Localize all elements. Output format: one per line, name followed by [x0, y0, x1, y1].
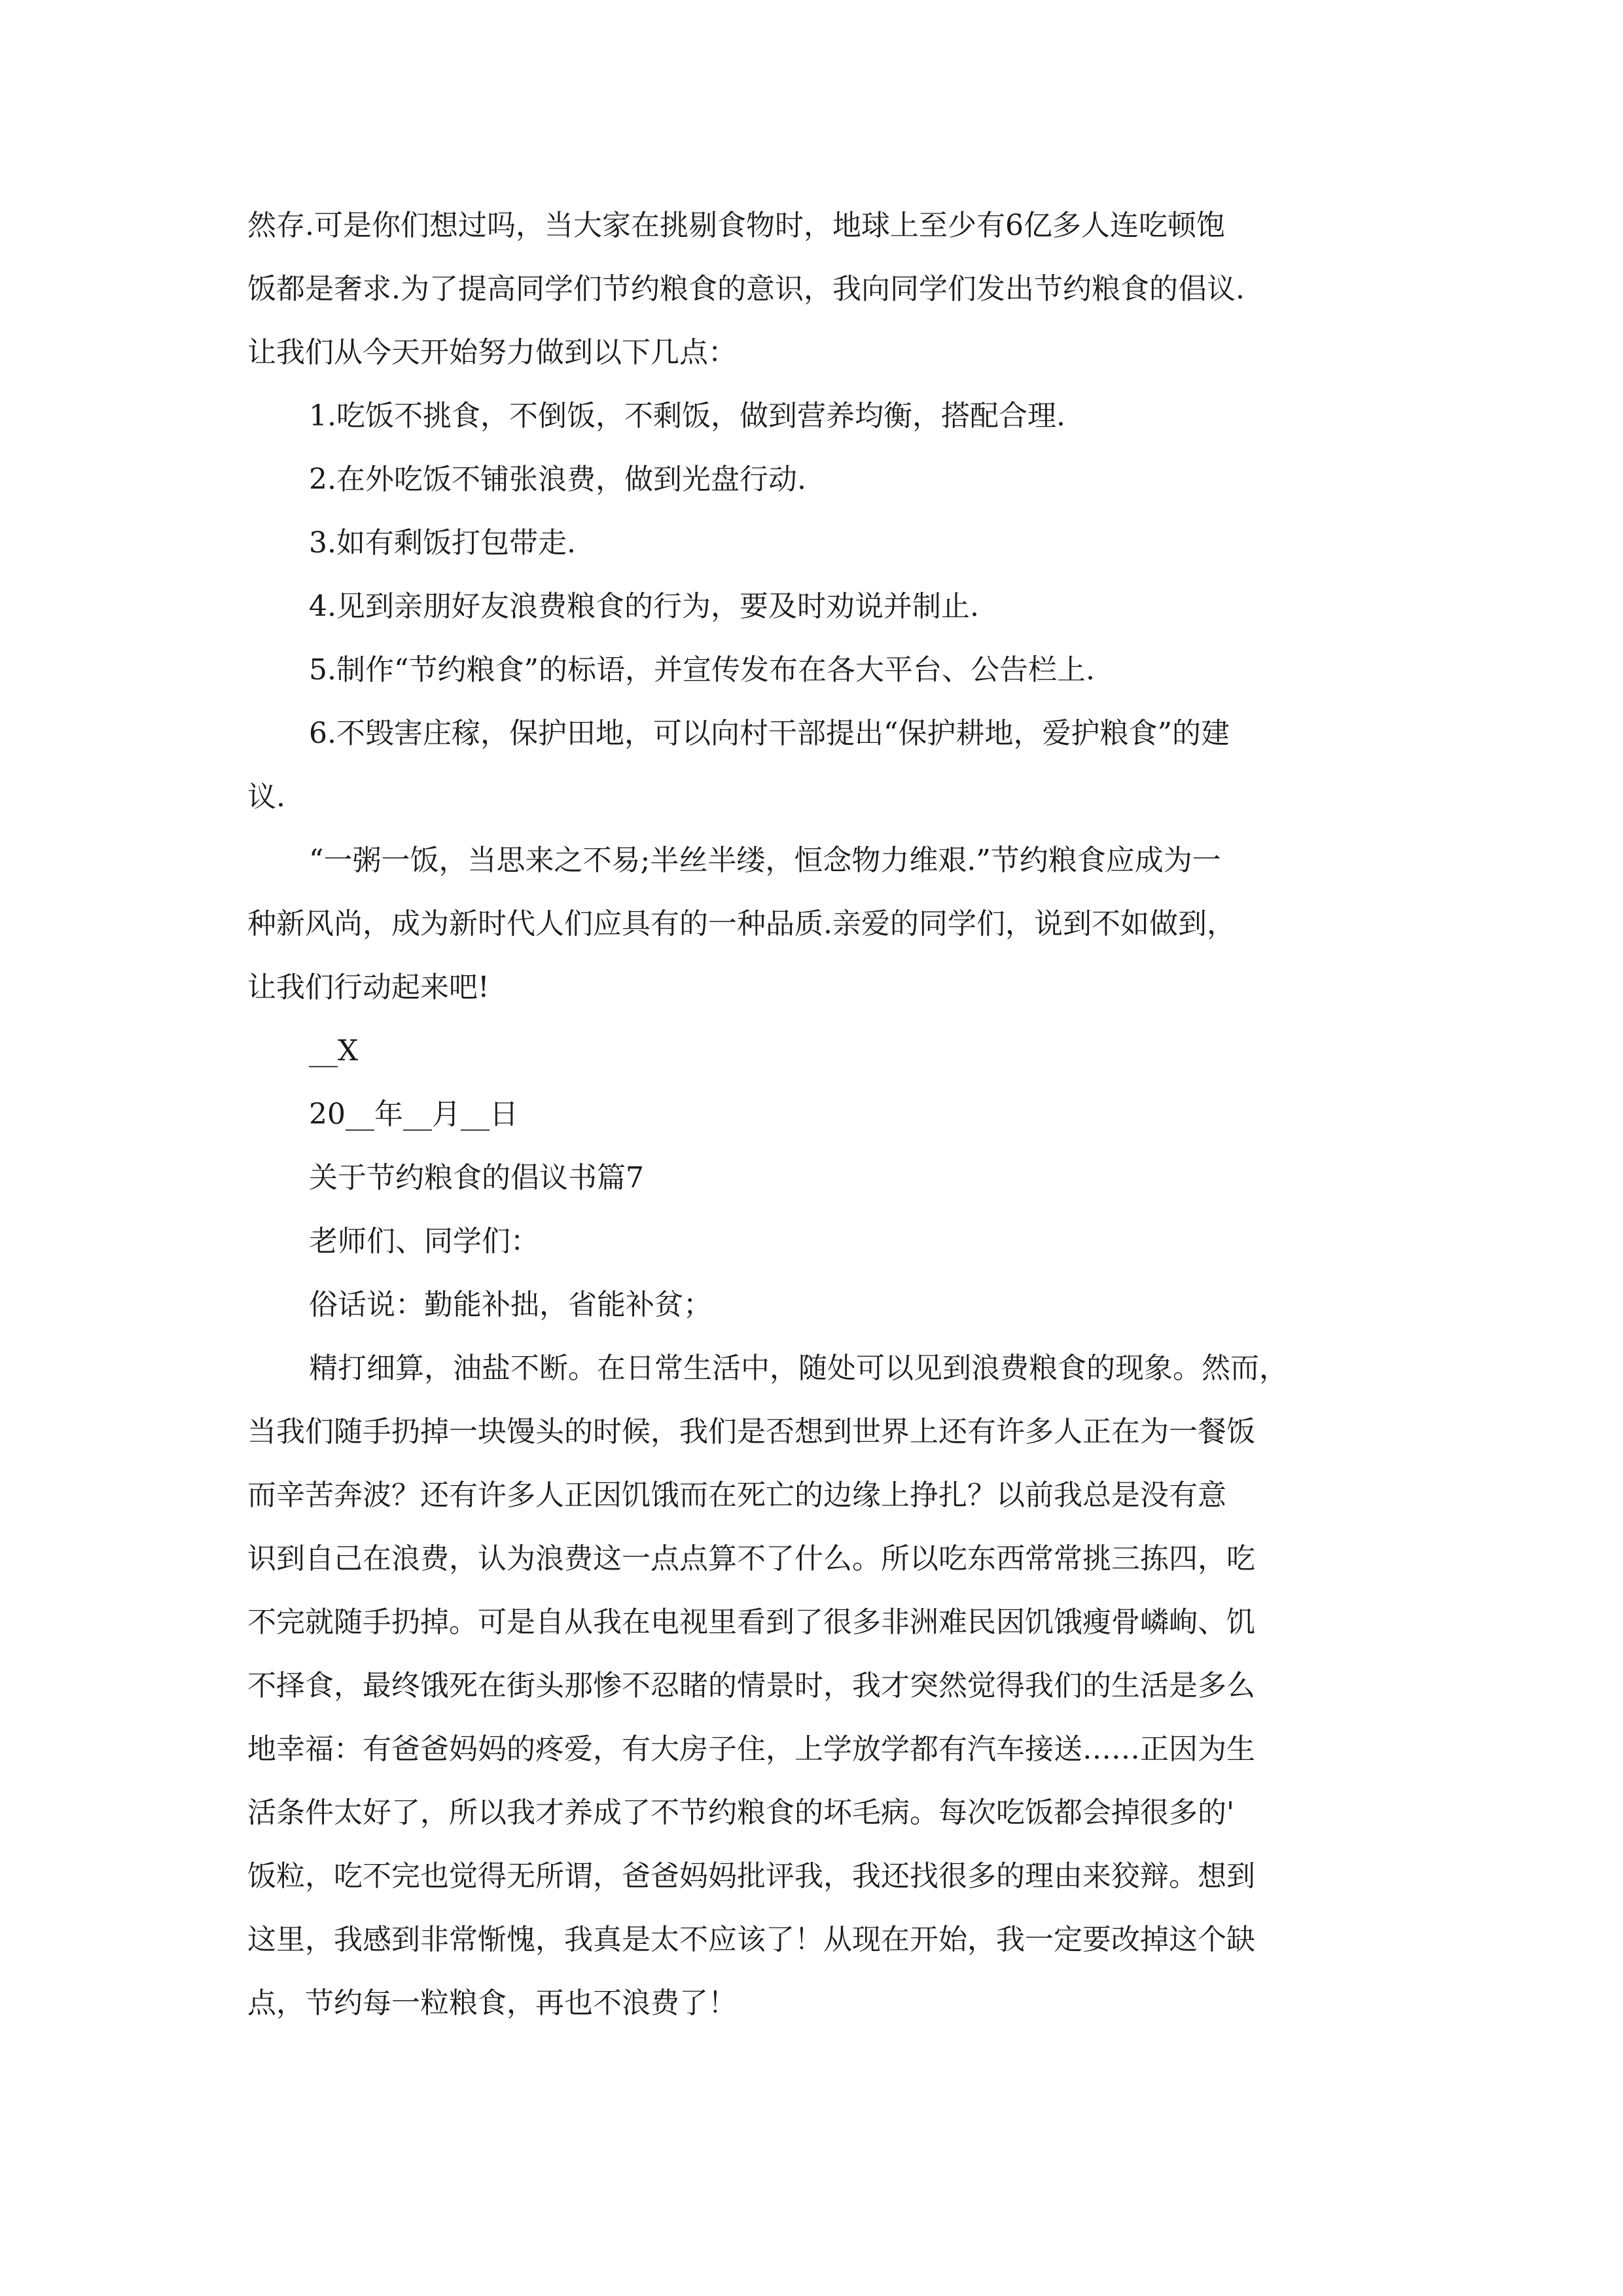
list-item: 2.在外吃饭不铺张浪费，做到光盘行动.	[309, 463, 806, 496]
text-line: 饭粒，吃不完也觉得无所谓，爸爸妈妈批评我，我还找很多的理由来狡辩。想到	[247, 1859, 1255, 1893]
list-item: 1.吃饭不挑食，不倒饭，不剩饭，做到营养均衡，搭配合理.	[309, 399, 1065, 433]
section-title: 关于节约粮食的倡议书篇7	[309, 1161, 644, 1194]
date-line: 20__年__月__日	[309, 1098, 518, 1131]
text-line: 当我们随手扔掉一块馒头的时候，我们是否想到世界上还有许多人正在为一餐饭	[247, 1415, 1255, 1448]
list-item: 4.见到亲朋好友浪费粮食的行为，要及时劝说并制止.	[309, 590, 979, 623]
list-item: 6.不毁害庄稼，保护田地，可以向村干部提出“保护耕地，爱护粮食”的建	[309, 717, 1230, 750]
list-item: 3.如有剩饭打包带走.	[309, 526, 576, 560]
text-line: 而辛苦奔波？还有许多人正因饥饿而在死亡的边缘上挣扎？以前我总是没有意	[247, 1479, 1226, 1512]
text-line: 议.	[247, 780, 285, 814]
text-line: 识到自己在浪费，认为浪费这一点点算不了什么。所以吃东西常常挑三拣四，吃	[247, 1542, 1255, 1575]
text-line: 让我们行动起来吧!	[247, 971, 490, 1004]
document-body	[247, 194, 1386, 2035]
paragraph-start: 精打细算，油盐不断。在日常生活中，随处可以见到浪费粮食的现象。然而，	[309, 1352, 1288, 1385]
text-line: 地幸福：有爸爸妈妈的疼爱，有大房子住，上学放学都有汽车接送……正因为生	[247, 1732, 1255, 1766]
quote-line: “一粥一饭，当思来之不易;半丝半缕，恒念物力维艰.”节约粮食应成为一	[309, 844, 1221, 877]
text-line: 活条件太好了，所以我才养成了不节约粮食的坏毛病。每次吃饭都会掉很多的'	[247, 1796, 1235, 1829]
text-line: 不择食，最终饿死在街头那惨不忍睹的情景时，我才突然觉得我们的生活是多么	[247, 1669, 1255, 1702]
text-line: 不完就随手扔掉。可是自从我在电视里看到了很多非洲难民因饥饿瘦骨嶙峋、饥	[247, 1605, 1255, 1639]
signature-line: __X	[309, 1034, 359, 1067]
text-line: 这里，我感到非常惭愧，我真是太不应该了！从现在开始，我一定要改掉这个缺	[247, 1923, 1255, 1956]
text-line: 饭都是奢求.为了提高同学们节约粮食的意识，我向同学们发出节约粮食的倡议.	[247, 272, 1245, 306]
text-line: 然存.可是你们想过吗，当大家在挑剔食物时，地球上至少有6亿多人连吃顿饱	[247, 209, 1225, 242]
text-line: 种新风尚，成为新时代人们应具有的一种品质.亲爱的同学们，说到不如做到，	[247, 907, 1236, 941]
list-item: 5.制作“节约粮食”的标语，并宣传发布在各大平台、公告栏上.	[309, 653, 1095, 687]
salutation: 老师们、同学们：	[309, 1225, 539, 1258]
text-line: 俗话说：勤能补拙，省能补贫；	[309, 1288, 712, 1321]
text-line: 让我们从今天开始努力做到以下几点：	[247, 336, 737, 369]
text-line: 点，节约每一粒粮食，再也不浪费了！	[247, 1986, 737, 2020]
